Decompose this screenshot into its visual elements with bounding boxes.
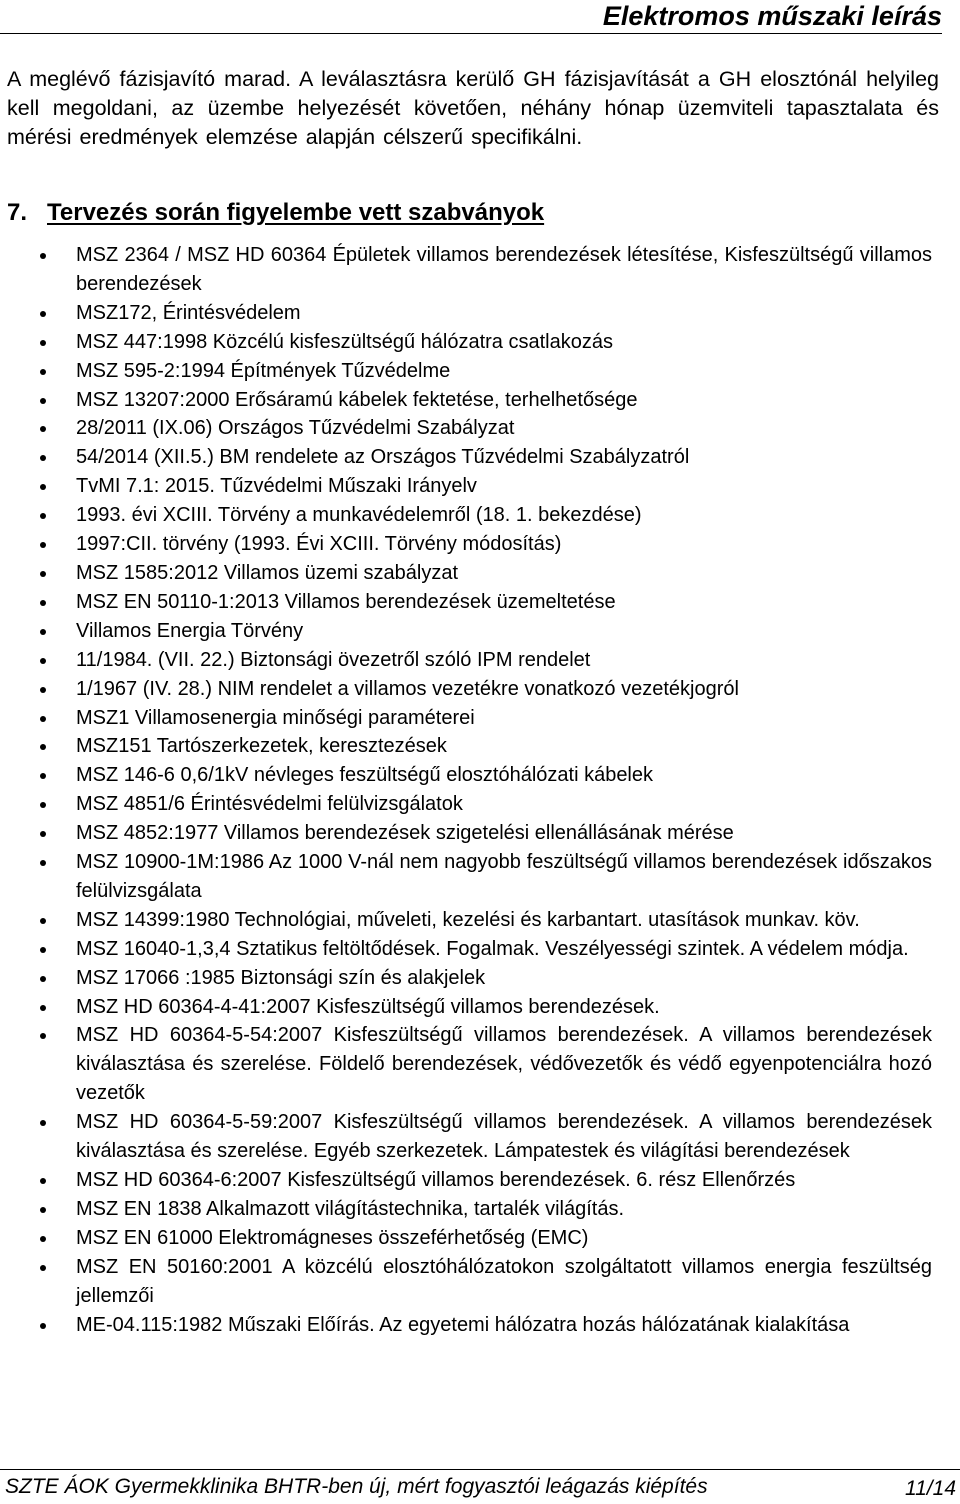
bullet-icon: [40, 1323, 46, 1329]
list-item: [0, 1253, 940, 1311]
section-title: Tervezés során figyelembe vett szabványok: [47, 199, 545, 226]
list-item-text: MSZ EN 61000 Elektromágneses összeférhetőség (EMC): [76, 1226, 589, 1249]
list-item: [0, 1224, 940, 1253]
list-item: [0, 1166, 940, 1195]
list-item: [0, 732, 940, 761]
bullet-icon: [40, 802, 46, 808]
list-item: [0, 993, 940, 1022]
list-item-text: 1993. évi XCIII. Törvény a munkavédelemről (18. 1. bekezdése): [76, 504, 642, 527]
list-item: [0, 675, 940, 704]
bullet-icon: [40, 1236, 46, 1242]
list-item-text: ME-04.115:1982 Műszaki Előírás. Az egyetemi hálózatra hozás hálózatának kialakítása: [76, 1313, 850, 1336]
section-heading: [7, 198, 544, 228]
list-item-text: MSZ151 Tartószerkezetek, keresztezések: [76, 735, 447, 758]
bullet-icon: [40, 687, 46, 693]
list-item-text: MSZ HD 60364-4-41:2007 Kisfeszültségű villamos berendezések.: [76, 995, 660, 1018]
footer-project-title: SZTE ÁOK Gyermekklinika BHTR-ben új, mért fogyasztói leágazás kiépítés: [5, 1475, 708, 1498]
bullet-icon: [40, 773, 46, 779]
bullet-icon: [40, 831, 46, 837]
list-item-text: 28/2011 (IX.06) Országos Tűzvédelmi Szabályzat: [76, 417, 515, 440]
bullet-icon: [40, 340, 46, 346]
list-item-text: MSZ EN 50110-1:2013 Villamos berendezések üzemeltetése: [76, 590, 616, 613]
bullet-icon: [40, 1178, 46, 1184]
bullet-icon: [40, 600, 46, 606]
list-item: [0, 1195, 940, 1224]
list-item-text: 1997:CII. törvény (1993. Évi XCIII. Törvény módosítás): [76, 533, 562, 556]
list-item: [0, 704, 940, 733]
list-item: [0, 472, 940, 501]
bullet-icon: [40, 311, 46, 317]
list-item: [0, 443, 940, 472]
list-item-text: MSZ HD 60364-6:2007 Kisfeszültségű villamos berendezések. 6. rész Ellenőrzés: [76, 1169, 796, 1191]
list-item-text: MSZ1 Villamosenergia minőségi paraméterei: [76, 706, 475, 729]
list-item-text: MSZ 17066 :1985 Biztonsági szín és alakjelek: [76, 966, 486, 989]
bullet-icon: [40, 918, 46, 924]
bullet-icon: [40, 1265, 46, 1271]
bullet-icon: [40, 744, 46, 750]
bullet-icon: [40, 253, 46, 259]
bullet-icon: [40, 947, 46, 953]
list-item-text: MSZ 4851/6 Érintésvédelmi felülvizsgálatok: [76, 793, 463, 816]
list-item: [0, 559, 940, 588]
list-item-text: MSZ 447:1998 Közcélú kisfeszültségű hálózatra csatlakozás: [76, 330, 613, 353]
list-item: [0, 386, 940, 415]
list-item-text: MSZ 2364 / MSZ HD 60364 Épületek villamos berendezések létesítése, Kisfeszültségű villamos berendezések: [76, 244, 932, 295]
bullet-icon: [40, 658, 46, 664]
list-item-text: MSZ 13207:2000 Erősáramú kábelek fektetése, terhelhetősége: [76, 388, 638, 411]
document-title: Elektromos műszaki leírás: [602, 1, 942, 31]
list-item: [0, 414, 940, 443]
list-item-text: MSZ HD 60364-5-54:2007 Kisfeszültségű villamos berendezések. A villamos berendezések kiválasztása és szerelése. Földelő berendezések, védővezetők és védő egyenpotenciálra hozó vezetők: [76, 1024, 932, 1105]
list-item: [0, 935, 940, 964]
list-item-text: MSZ 146-6 0,6/1kV névleges feszültségű elosztóhálózati kábelek: [76, 764, 654, 787]
list-item-text: MSZ 10900-1M:1986 Az 1000 V-nál nem nagyobb feszültségű villamos berendezések időszakos felülvizsgálata: [76, 851, 932, 902]
list-item-text: 11/1984. (VII. 22.) Biztonsági övezetről szóló IPM rendelet: [76, 648, 591, 671]
bullet-icon: [40, 629, 46, 635]
list-item: [0, 848, 940, 906]
list-item-text: MSZ EN 50160:2001 A közcélú elosztóhálózatokon szolgáltatott villamos energia feszültség jellemzői: [76, 1255, 932, 1307]
list-item: [0, 646, 940, 675]
list-item: [0, 501, 940, 530]
list-item: [0, 530, 940, 559]
list-item: [0, 241, 940, 299]
list-item: [0, 357, 940, 386]
page-footer: [0, 1469, 960, 1504]
list-item: [0, 1021, 940, 1108]
bullet-icon: [40, 398, 46, 404]
page-number: 11/14: [905, 1477, 956, 1500]
bullet-icon: [40, 716, 46, 722]
list-item-text: TvMI 7.1: 2015. Tűzvédelmi Műszaki Irányelv: [76, 475, 477, 498]
list-item-text: 1/1967 (IV. 28.) NIM rendelet a villamos vezetékre vonatkozó vezetékjogról: [76, 677, 739, 700]
bullet-icon: [40, 513, 46, 519]
standards-list: [0, 241, 940, 1339]
bullet-icon: [40, 542, 46, 548]
list-item: [0, 1108, 940, 1166]
bullet-icon: [40, 1207, 46, 1213]
list-item: [0, 328, 940, 357]
list-item-text: MSZ 16040-1,3,4 Sztatikus feltöltődések. Fogalmak. Veszélyességi szintek. A védelem módja.: [76, 937, 909, 960]
bullet-icon: [40, 1005, 46, 1011]
list-item: [0, 790, 940, 819]
list-item-text: 54/2014 (XII.5.) BM rendelete az Országos Tűzvédelmi Szabályzatról: [76, 446, 690, 469]
section-number: 7.: [7, 199, 28, 226]
bullet-icon: [40, 426, 46, 432]
list-item: [0, 761, 940, 790]
page-header: [0, 0, 942, 34]
list-item-text: MSZ172, Érintésvédelem: [76, 301, 301, 324]
bullet-icon: [40, 1033, 46, 1039]
intro-paragraph: A meglévő fázisjavító marad. A leválasztásra kerülő GH fázisjavítását a GH elosztónál helyileg kell megoldani, az üzembe helyezését követően, néhány hónap üzemviteli tapasztalata és mérési eredmények elemzése alapján célszerű specifikálni.: [7, 67, 939, 149]
list-item: [0, 964, 940, 993]
list-item: [0, 906, 940, 935]
bullet-icon: [40, 1120, 46, 1126]
list-item: [0, 1311, 940, 1340]
bullet-icon: [40, 860, 46, 866]
bullet-icon: [40, 571, 46, 577]
list-item: [0, 617, 940, 646]
list-item-text: MSZ 4852:1977 Villamos berendezések szigetelési ellenállásának mérése: [76, 822, 734, 845]
list-item-text: MSZ 1585:2012 Villamos üzemi szabályzat: [76, 561, 459, 584]
list-item: [0, 588, 940, 617]
bullet-icon: [40, 455, 46, 461]
list-item-text: MSZ EN 1838 Alkalmazott világítástechnika, tartalék világítás.: [76, 1197, 625, 1220]
list-item-text: MSZ 595-2:1994 Építmények Tűzvédelme: [76, 359, 451, 382]
bullet-icon: [40, 369, 46, 375]
list-item: [0, 819, 940, 848]
bullet-icon: [40, 976, 46, 982]
bullet-icon: [40, 484, 46, 490]
list-item-text: MSZ HD 60364-5-59:2007 Kisfeszültségű villamos berendezések. A villamos berendezések kiválasztása és szerelése. Egyéb szerkezetek. Lámpatestek és világítási berendezések: [76, 1111, 932, 1163]
list-item-text: MSZ 14399:1980 Technológiai, műveleti, kezelési és karbantart. utasítások munkav. köv.: [76, 908, 860, 931]
list-item-text: Villamos Energia Törvény: [76, 619, 304, 642]
list-item: [0, 299, 940, 328]
